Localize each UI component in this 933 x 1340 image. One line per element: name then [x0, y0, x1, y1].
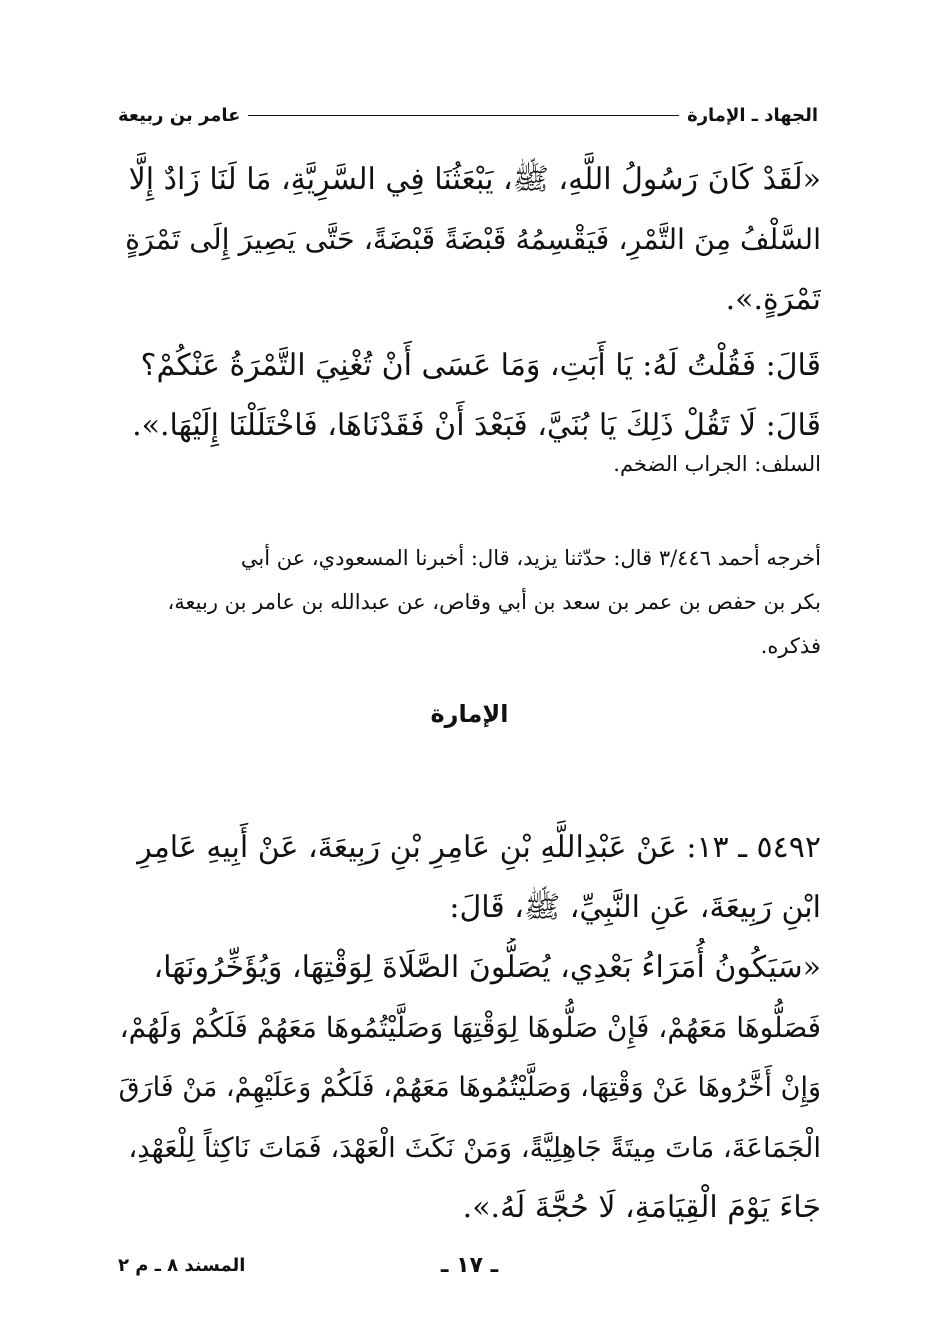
signature-mark: المسند ٨ ـ م ٢ [118, 1254, 246, 1276]
hadith-line: ابْنِ رَبِيعَةَ، عَنِ النَّبِيِّ، ﷺ، قَالَ: [449, 890, 821, 925]
gloss-line: السلف: الجراب الضخم. [613, 452, 821, 476]
header-chapter: الجهاد ـ الإمارة [687, 104, 818, 126]
takhrij [118, 536, 821, 668]
page-number: ـ ١٧ ـ [440, 1252, 499, 1278]
hadith-line: جَاءَ يَوْمَ الْقِيَامَةِ، لَا حُجَّةَ لَهُ.». [462, 1190, 821, 1225]
hadith-line: وَإِنْ أَخَّرُوهَا عَنْ وَقْتِهَا، وَصَلَّيْتُمُوهَا مَعَهُمْ، فَلَكُمْ وَعَلَيْهِمْ، مَنْ فَارَقَ [118, 1072, 821, 1103]
hadith-line: قَالَ: لَا تَقُلْ ذَلِكَ يَا بُنَيَّ، فَبَعْدَ أَنْ فَقَدْنَاهَا، فَاخْتَلَلْنَا إِلَيْهَا.». [132, 408, 821, 443]
hadith-line: تَمْرَةٍ.». [725, 282, 821, 317]
hadith-line: الْجَمَاعَةَ، مَاتَ مِيتَةً جَاهِلِيَّةً، وَمَنْ نَكَثَ الْعَهْدَ، فَمَاتَ نَاكِثاً لِلْعَهْدِ، [128, 1132, 821, 1164]
section-title: الإمارة [430, 700, 509, 728]
hadith-line: «سَيَكُونُ أُمَرَاءُ بَعْدِي، يُصَلُّونَ الصَّلَاةَ لِوَقْتِهَا، وَيُؤَخِّرُونَهَا، [153, 950, 821, 985]
hadith-line: السَّلْفُ مِنَ التَّمْرِ، فَيَقْسِمُهُ قَبْضَةً قَبْضَةً، حَتَّى يَصِيرَ إِلَى تَمْرَةٍ [125, 223, 821, 256]
takhrij-line: فذكره. [760, 634, 821, 658]
gloss [118, 448, 821, 480]
hadith-continuation [118, 150, 821, 456]
takhrij-line: أخرجه أحمد ٣/٤٤٦ قال: حدّثنا يزيد، قال: أخبرنا المسعودي، عن أبي [240, 546, 821, 570]
hadith-5492 [118, 818, 821, 1238]
hadith-line: فَصَلُّوهَا مَعَهُمْ، فَإِنْ صَلُّوهَا لِوَقْتِهَا وَصَلَّيْتُمُوهَا مَعَهُمْ فَلَكُمْ وَلَهُمْ، [119, 1011, 821, 1044]
hadith-line: قَالَ: فَقُلْتُ لَهُ: يَا أَبَتِ، وَمَا عَسَى أَنْ تُغْنِيَ التَّمْرَةُ عَنْكُمْ؟ [140, 348, 821, 383]
hadith-line: «لَقَدْ كَانَ رَسُولُ اللَّهِ، ﷺ، يَبْعَثُنَا فِي السَّرِيَّةِ، مَا لَنَا زَادٌ إِلَّا [128, 162, 821, 197]
page-footer [118, 1250, 821, 1280]
takhrij-line: بكر بن حفص بن عمر بن سعد بن أبي وقاص، عن عبدالله بن عامر بن ربيعة، [167, 590, 821, 614]
header-rule [248, 115, 679, 116]
header-author: عامر بن ربيعة [118, 104, 241, 126]
running-header [118, 100, 818, 130]
hadith-line: ٥٤٩٢ ـ ١٣: عَنْ عَبْدِاللَّهِ بْنِ عَامِرِ بْنِ رَبِيعَةَ، عَنْ أَبِيهِ عَامِرِ [137, 830, 821, 865]
